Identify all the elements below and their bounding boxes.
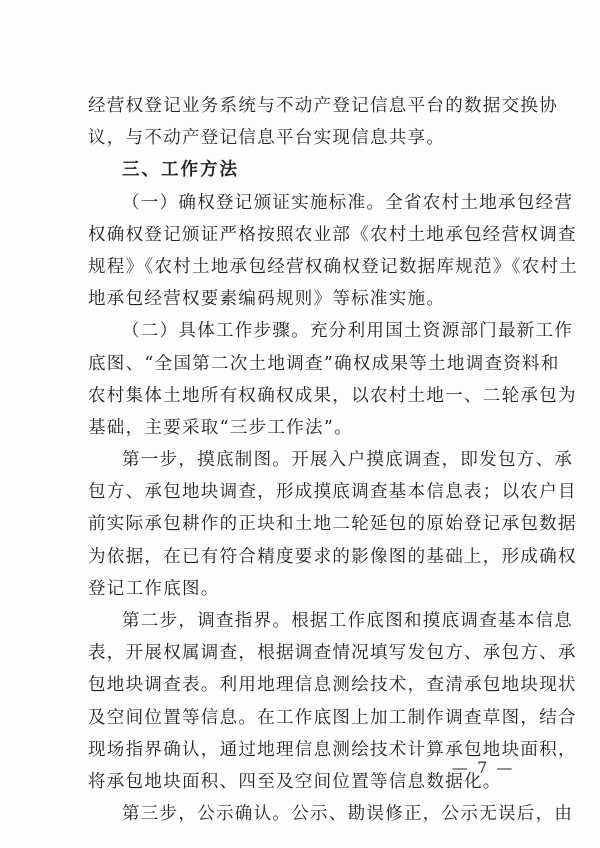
text-line: 前实际承包耕作的正块和土地二轮延包的原始登记承包数据 [88,514,577,535]
text-line: 第一步，摸底制图。开展入户摸底调查，即发包方、承 [122,450,574,471]
text-line: 现场指界确认，通过地理信息测绘技术计算承包地块面积， [88,739,577,760]
section-heading: 三、工作方法 [122,160,239,181]
text-line: （二）具体工作步骤。充分利用国土资源部门最新工作 [122,321,574,342]
text-line: 权确权登记颁证严格按照农业部《农村土地承包经营权调查 [88,224,577,245]
text-line: 地承包经营权要素编码规则》等标准实施。 [88,289,446,310]
text-line: 基础，主要采取“三步工作法”。 [88,417,353,438]
text-line: 表，开展权属调查，根据调查情况填写发包方、承包方、承 [88,643,577,664]
text-line: 农村集体土地所有权确权成果，以农村土地一、二轮承包为 [88,385,577,406]
text-line: 规程》《农村土地承包经营权确权登记数据库规范》《农村土 [88,256,579,277]
text-line: 包地块调查表。利用地理信息测绘技术，查清承包地块现状 [88,675,577,696]
text-line: 议，与不动产登记信息平台实现信息共享。 [88,128,446,149]
text-line: 经营权登记业务系统与不动产登记信息平台的数据交换协 [88,96,558,116]
text-line: 第二步，调查指界。根据工作底图和摸底调查基本信息 [122,611,574,631]
text-line: （一）确权登记颁证实施标准。全省农村土地承包经营 [122,192,574,213]
text-line: 登记工作底图。 [88,578,220,599]
text-line: 将承包地块面积、四至及空间位置等信息数据化。 [88,771,502,792]
text-line: 包方、承包地块调查，形成摸底调查基本信息表；以农户目 [88,482,577,503]
text-line: 第三步，公示确认。公示、勘误修正，公示无误后，由 [122,804,574,825]
text-line: 及空间位置等信息。在工作底图上加工制作调查草图，结合 [88,707,577,728]
text-line: 底图、“全国第二次土地调查”确权成果等土地调查资料和 [88,353,560,374]
text-line: 为依据，在已有符合精度要求的影像图的基础上，形成确权 [88,546,577,567]
page-number: — 7 — [452,758,515,777]
document-body [88,90,579,830]
